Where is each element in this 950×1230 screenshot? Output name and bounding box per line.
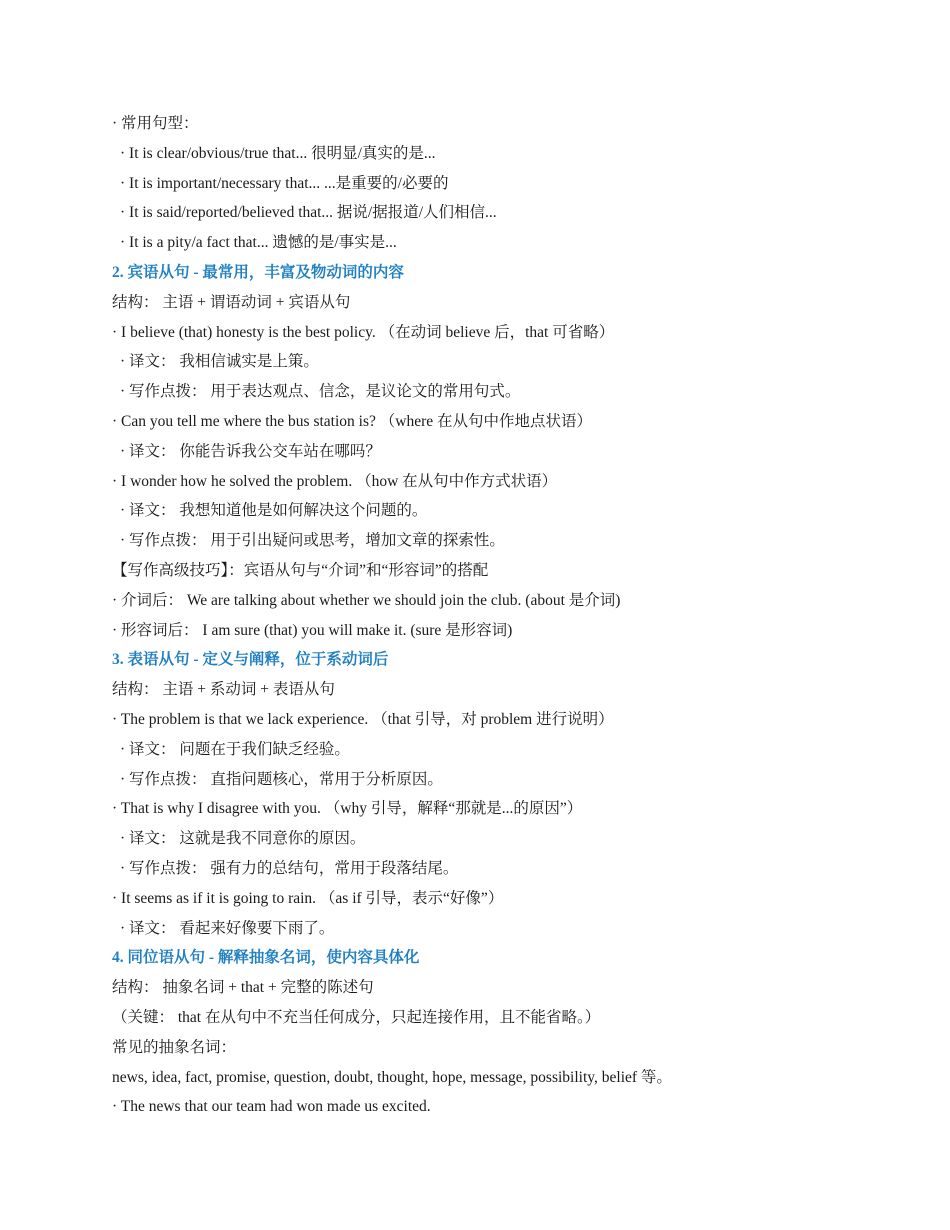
pattern-item: · It is important/necessary that... ...是重要的/必要的 — [120, 174, 449, 192]
example-sentence: · The problem is that we lack experience. （that 引导，对 problem 进行说明） — [112, 710, 614, 728]
example-sentence: · Can you tell me where the bus station is? （where 在从句中作地点状语） — [112, 412, 592, 430]
structure-line: 结构： 主语 + 谓语动词 + 宾语从句 — [112, 293, 351, 311]
section-heading-object-clause: 2. 宾语从句 - 最常用，丰富及物动词的内容 — [112, 263, 404, 281]
pattern-item: · It is a pity/a fact that... 遗憾的是/事实是... — [120, 234, 397, 252]
translation-line: · 译文： 我想知道他是如何解决这个问题的。 — [120, 502, 428, 520]
abstract-nouns-label: 常见的抽象名词： — [112, 1038, 237, 1056]
pattern-item: · It is clear/obvious/true that... 很明显/真实的是... — [120, 144, 436, 162]
writing-tip-line: · 写作点拨： 用于表达观点、信念，是议论文的常用句式。 — [120, 383, 521, 401]
pattern-item: · It is said/reported/believed that... 据说/据报道/人们相信... — [120, 204, 497, 222]
example-sentence: · 形容词后： I am sure (that) you will make it. (sure 是形容词) — [112, 621, 513, 639]
advanced-tip-heading: 【写作高级技巧】：宾语从句与“介词”和“形容词”的搭配 — [112, 561, 489, 579]
example-sentence: · The news that our team had won made us excited. — [112, 1098, 431, 1116]
key-note-line: （关键： that 在从句中不充当任何成分，只起连接作用，且不能省略。） — [112, 1008, 601, 1026]
section-heading-predicative-clause: 3. 表语从句 - 定义与阐释，位于系动词后 — [112, 651, 389, 669]
abstract-nouns-list: news, idea, fact, promise, question, doubt, thought, hope, message, possibility, belief 等。 — [112, 1068, 672, 1086]
example-sentence: · That is why I disagree with you. （why 引导，解释“那就是...的原因”） — [112, 800, 583, 818]
example-sentence: · 介词后： We are talking about whether we should join the club. (about 是介词) — [112, 591, 621, 609]
example-sentence: · It seems as if it is going to rain. （as if 引导，表示“好像”） — [112, 889, 504, 907]
writing-tip-line: · 写作点拨： 强有力的总结句，常用于段落结尾。 — [120, 859, 459, 877]
document-page — [112, 109, 872, 1122]
example-sentence: · I believe (that) honesty is the best policy. （在动词 believe 后，that 可省略） — [112, 323, 615, 341]
translation-line: · 译文： 问题在于我们缺乏经验。 — [120, 740, 350, 758]
bullet-common-patterns: · 常用句型： — [112, 115, 199, 132]
translation-line: · 译文： 我相信诚实是上策。 — [120, 353, 319, 371]
structure-line: 结构： 主语 + 系动词 + 表语从句 — [112, 681, 335, 699]
writing-tip-line: · 写作点拨： 直指问题核心，常用于分析原因。 — [120, 770, 443, 788]
translation-line: · 译文： 这就是我不同意你的原因。 — [120, 830, 366, 848]
translation-line: · 译文： 你能告诉我公交车站在哪吗？ — [120, 442, 381, 460]
section-heading-appositive-clause: 4. 同位语从句 - 解释抽象名词，使内容具体化 — [112, 949, 420, 967]
translation-line: · 译文： 看起来好像要下雨了。 — [120, 919, 335, 937]
writing-tip-line: · 写作点拨： 用于引出疑问或思考，增加文章的探索性。 — [120, 532, 505, 550]
structure-line: 结构： 抽象名词 + that + 完整的陈述句 — [112, 979, 374, 997]
example-sentence: · I wonder how he solved the problem. （how 在从句中作方式状语） — [112, 472, 558, 490]
